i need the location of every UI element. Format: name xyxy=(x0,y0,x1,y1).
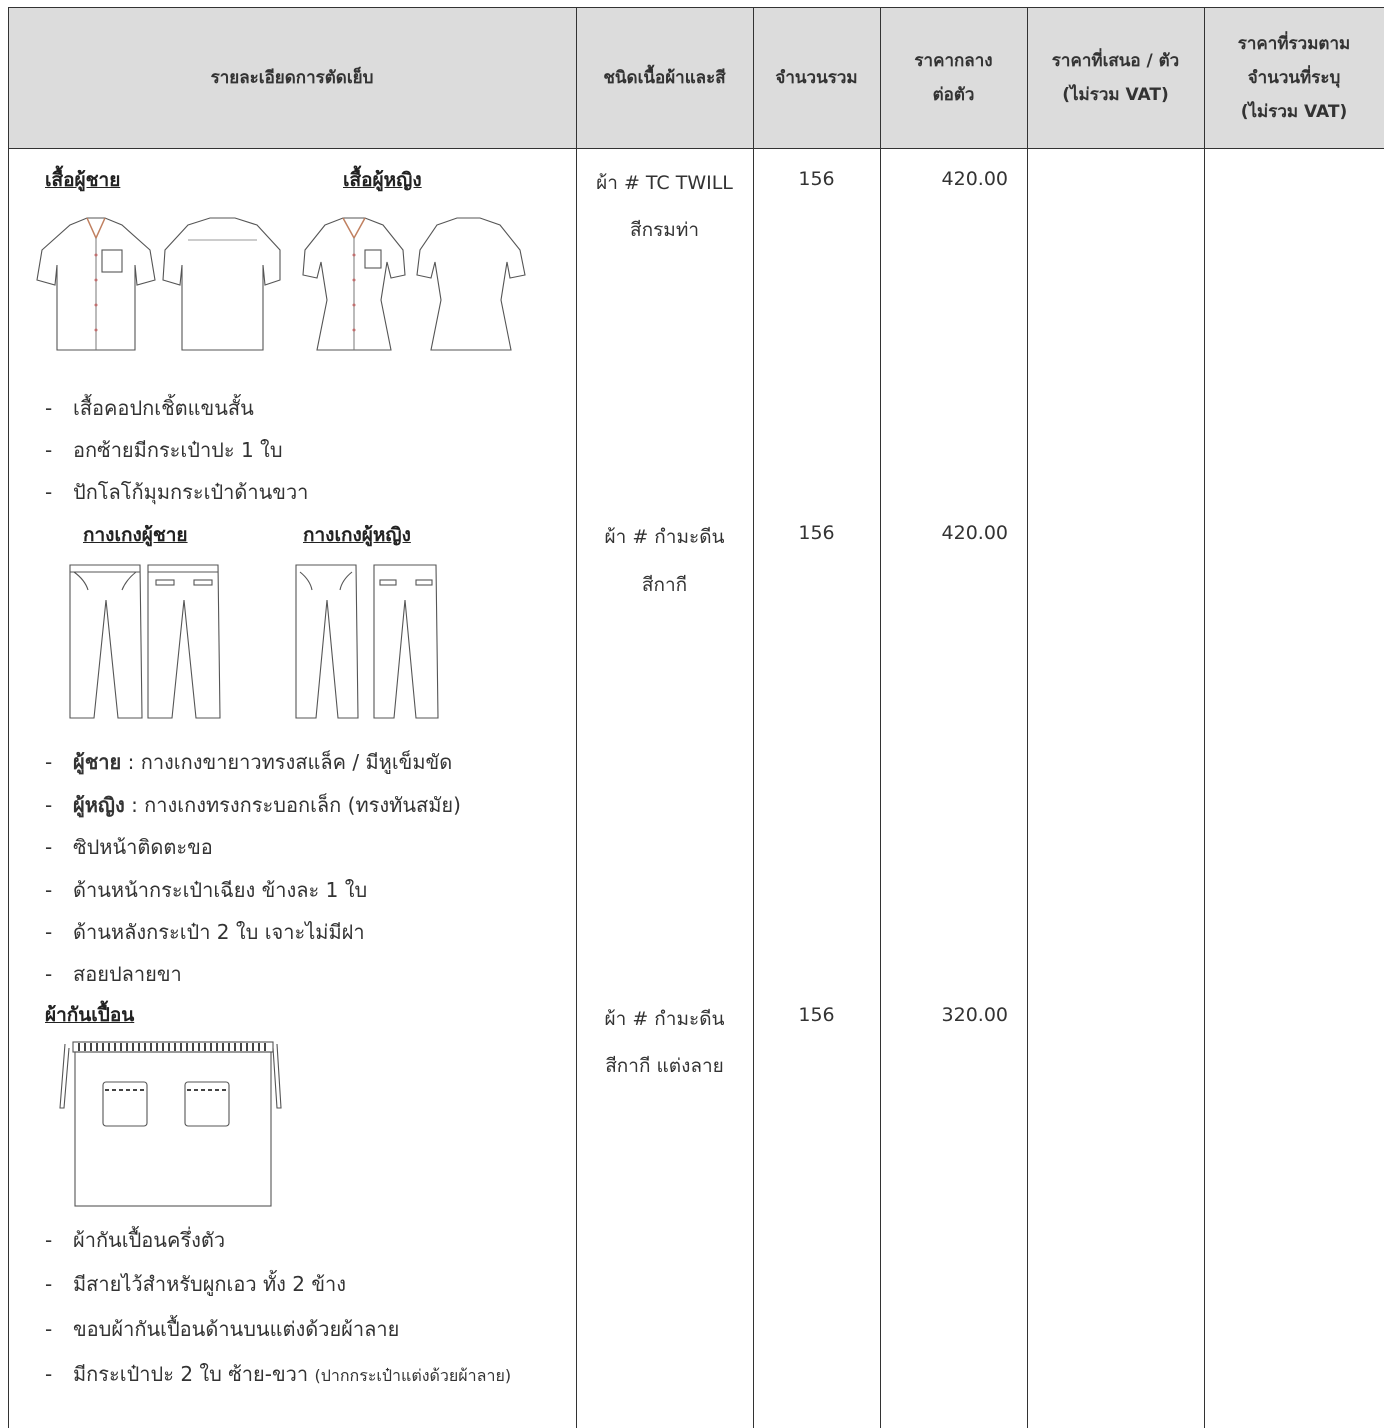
women-pants-front-image xyxy=(296,565,358,718)
apron-quantity: 156 xyxy=(798,1004,835,1026)
column-divider xyxy=(880,7,881,1428)
shirt-bullet: - ปักโลโก้มุมกระเป๋าด้านขวา xyxy=(45,480,309,504)
apron-bullet: - มีสายไว้สำหรับผูกเอว ทั้ง 2 ข้าง xyxy=(45,1272,347,1296)
pants-quantity: 156 xyxy=(798,522,835,544)
header-bottom-border xyxy=(8,148,1384,149)
pants-bullet: - ซิปหน้าติดตะขอ xyxy=(45,835,213,859)
apron-waistband-stripes xyxy=(79,1043,265,1051)
women-shirt-back-image xyxy=(417,218,525,350)
shirt-bullet: - เสื้อคอปกเชิ้ตแขนสั้น xyxy=(45,396,254,420)
apron-bullet: - ขอบผ้ากันเปื้อนด้านบนแต่งด้วยผ้าลาย xyxy=(45,1317,400,1341)
apron-median-price: 320.00 xyxy=(941,1004,1008,1026)
header-details: รายละเอียดการตัดเย็บ xyxy=(210,67,374,88)
pants-bullet: - ด้านหน้ากระเป๋าเฉียง ข้างละ 1 ใบ xyxy=(45,878,368,902)
women-pants-back-image xyxy=(374,565,438,718)
header-median-price: ราคากลาง ต่อตัว xyxy=(914,50,993,105)
shirt-bullet: - อกซ้ายมีกระเป๋าปะ 1 ใบ xyxy=(45,438,283,462)
column-divider xyxy=(1027,7,1028,1428)
apron-fabric: ผ้า # กำมะดีน xyxy=(604,1008,725,1030)
men-shirt-front-image xyxy=(37,218,155,350)
pants-illustrations xyxy=(60,560,450,725)
pants-men-title: กางเกงผู้ชาย xyxy=(83,524,188,546)
shirt-color: สีกรมท่า xyxy=(629,219,700,241)
header-offered-price: ราคาที่เสนอ / ตัว (ไม่รวม VAT) xyxy=(1051,50,1180,105)
pants-bullet: - สอยปลายขา xyxy=(45,962,182,986)
women-shirt-front-image xyxy=(303,218,405,350)
shirt-median-price: 420.00 xyxy=(941,168,1008,190)
pants-median-price: 420.00 xyxy=(941,522,1008,544)
apron-illustration xyxy=(55,1036,285,1211)
pants-color: สีกากี xyxy=(641,574,688,596)
men-pants-front-image xyxy=(70,565,142,718)
shirt-quantity: 156 xyxy=(798,168,835,190)
apron-bullet: - มีกระเป๋าปะ 2 ใบ ซ้าย-ขวา (ปากกระเป๋าแต่งด้วยผ้าลาย) xyxy=(45,1362,512,1386)
apron-bullet: - ผ้ากันเปื้อนครึ่งตัว xyxy=(45,1228,226,1252)
column-divider xyxy=(753,7,754,1428)
pants-bullet-men: - ผู้ชาย : กางเกงขายาวทรงสแล็ค / มีหูเข็มขัด xyxy=(45,750,453,774)
shirt-men-title: เสื้อผู้ชาย xyxy=(45,169,121,191)
pants-bullet-women: - ผู้หญิง : กางเกงทรงกระบอกเล็ก (ทรงทันสมัย) xyxy=(45,793,461,817)
men-shirt-back-image xyxy=(163,218,280,350)
header-total-price: ราคาที่รวมตาม จำนวนที่ระบุ (ไม่รวม VAT) xyxy=(1237,33,1351,122)
column-divider xyxy=(1204,7,1205,1428)
header-quantity: จำนวนรวม xyxy=(775,67,858,88)
apron-color: สีกากี แต่งลาย xyxy=(605,1055,724,1077)
pants-women-title: กางเกงผู้หญิง xyxy=(303,524,411,546)
table-left-border xyxy=(8,7,9,1428)
apron-title: ผ้ากันเปื้อน xyxy=(45,1004,135,1026)
men-pants-back-image xyxy=(148,565,220,718)
shirt-illustrations xyxy=(25,210,545,360)
shirt-women-title: เสื้อผู้หญิง xyxy=(343,169,422,191)
header-fabric: ชนิดเนื้อผ้าและสี xyxy=(603,67,726,88)
pants-bullet: - ด้านหลังกระเป๋า 2 ใบ เจาะไม่มีฝา xyxy=(45,920,365,944)
shirt-fabric: ผ้า # TC TWILL xyxy=(596,172,733,194)
pants-fabric: ผ้า # กำมะดีน xyxy=(604,526,725,548)
